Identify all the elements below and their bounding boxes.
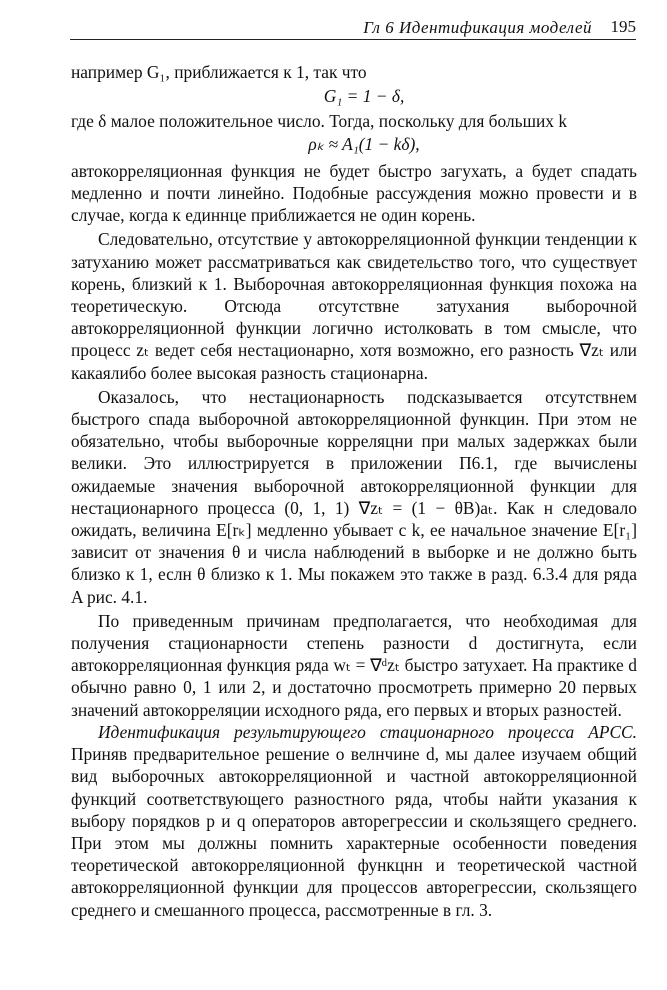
text-intro-line: например G₁, приближается к 1, так что (71, 62, 367, 82)
paragraph-differencing-degree: По приведенным причинам предполагается, что необходимая для получения стационарности степень разности d достигнута, если автокорреляционная функция ряда wₜ = ∇ᵈzₜ быстро затухает. На практике d обычно равно 0, 1 или 2, и достаточно просмотреть примерно 20 первых значений автокорреляции исходного ряда, его первых и вторых разностей. (71, 610, 637, 720)
paragraph-decay: автокорреляционная функция не будет быстро загухать, а будет спадать медленно и почти линейно. Подобные рассуждения можно провести и в случае, когда к единнце приближается не один корень. (71, 160, 637, 226)
paragraph-arma-identification (71, 721, 637, 921)
paragraph-consequently: Следовательно, отсутствие у автокорреляционной функции тенденции к затуханию может рассматриваться как свидетельство того, что существует корень, близкий к 1. Выборочная автокорреляционная функция похожа на теоретическую. Отсюда отсутствне затухания выборочной автокорреляционной функции логично истолковать в том смысле, что процесс zₜ ведет себя нестационарно, хотя возможно, его разность ∇zₜ или какаялибо более высокая разность стационарна. (71, 229, 637, 383)
page-number: 195 (610, 17, 636, 36)
formula-g1: G₁ = 1 − δ, (323, 86, 405, 107)
chapter-title: Гл 6 Идентификация моделей (363, 18, 592, 37)
page-body (71, 61, 637, 921)
formula-rho-k: ρₖ ≈ A₁(1 − kδ), (308, 133, 420, 154)
paragraph-arma-body: Приняв предварительное решение о велнчине d, мы далее изучаем общий вид выборочных автокорреляционной и частной автокорреляционной функций соответствующего разностного ряда, чтобы найти указания к выбору порядков p и q операторов авторегрессии и скользящего среднего. При этом мы должны помнить характерные особенности поведения теоретической автокорреляционной функцнн и теоретической частной автокорреляционной функции для процессов авторегрессии, скользящего среднего и смешанного процесса, рассмотренные в гл. 3. (71, 744, 637, 920)
paragraph-nonstationarity: Оказалось, что нестационарность подсказывается отсутствнем быстрого спада выборочной автокорреляционной функцин. При этом не обязательно, чтобы выборочные корреляцни при малых задержках были велики. Это иллюстрируется в приложении П6.1, где вычислены ожидаемые значения выборочной автокорреляционной функции для нестационарного процесса (0, 1, 1) ∇zₜ = (1 − θB)aₜ. Как н следовало ожидать, величина E[rₖ] медленно убывает с k, ее начальное значение E[r₁] зависит от значения θ и числа наблюдений в выборке и не должно быть близко к 1, еслн θ близко к 1. Мы покажем это также в разд. 6.3.4 для ряда A рис. 4.1. (71, 386, 637, 607)
text-where-line: где δ малое положительное число. Тогда, поскольку для больших k (71, 111, 568, 132)
running-header (70, 15, 636, 39)
header-rule (70, 39, 636, 40)
section-run-in-heading: Идентификация результирующего стационарного процесса АРСС. (98, 721, 637, 742)
